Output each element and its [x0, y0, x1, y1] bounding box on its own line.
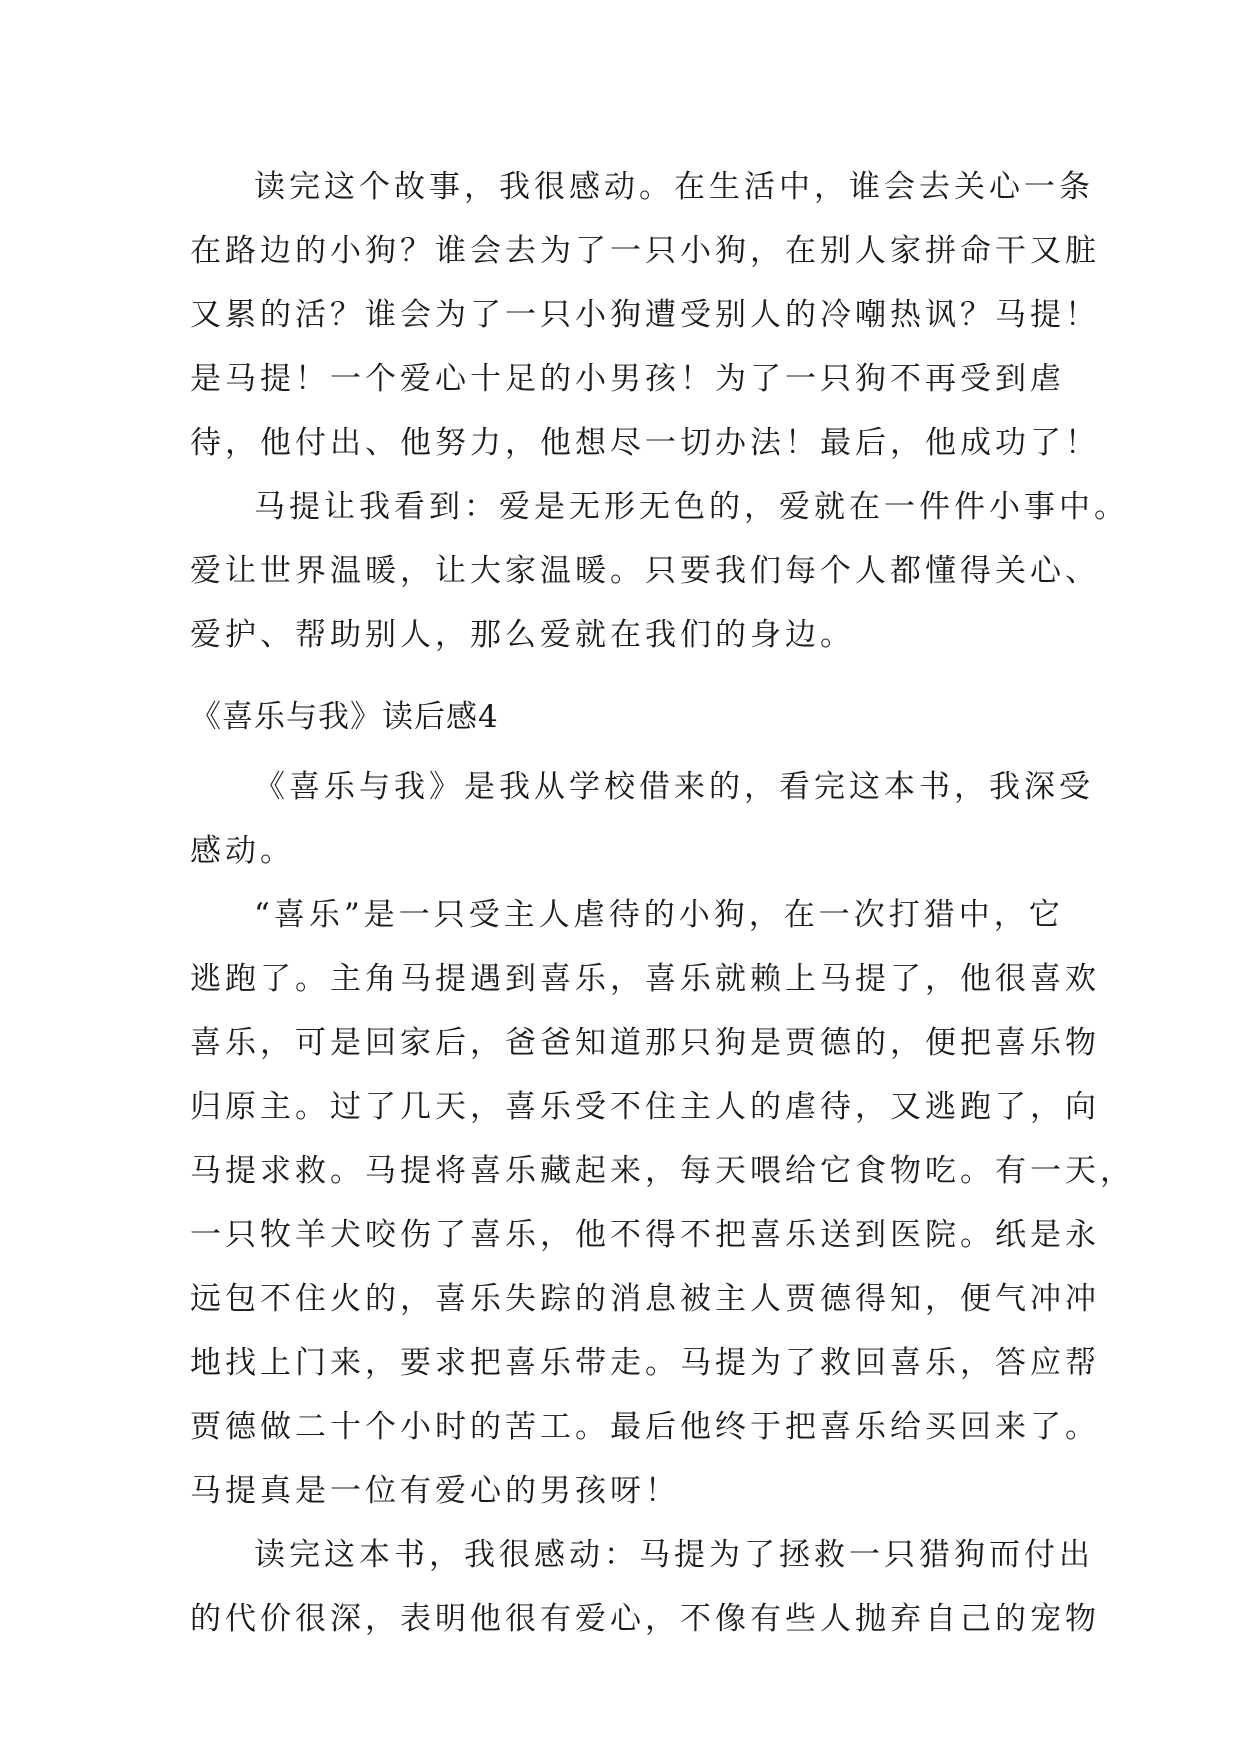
paragraph	[190, 475, 1129, 667]
section-heading: 《喜乐与我》读后感4	[190, 699, 499, 735]
text-line: 远包不住火的，喜乐失踪的消息被主人贾德得知，便气冲冲	[190, 1281, 1100, 1317]
paragraph	[190, 155, 1100, 475]
text-line: 读完这本书，我很感动：马提为了拯救一只猎狗而付出	[254, 1537, 1094, 1573]
text-line: 喜乐，可是回家后，爸爸知道那只狗是贾德的，便把喜乐物	[190, 1025, 1100, 1061]
text-block-story-reflection	[190, 155, 1129, 667]
text-line: 的代价很深，表明他很有爱心，不像有些人抛弃自己的宠物	[190, 1601, 1100, 1637]
text-line: 《喜乐与我》是我从学校借来的，看完这本书，我深受	[254, 769, 1094, 805]
text-line: 归原主。过了几天，喜乐受不住主人的虐待，又逃跑了，向	[190, 1089, 1100, 1125]
text-line: 贾德做二十个小时的苦工。最后他终于把喜乐给买回来了。	[190, 1409, 1100, 1445]
text-line: 是马提！一个爱心十足的小男孩！为了一只狗不再受到虐	[190, 361, 1065, 397]
text-line: “喜乐”是一只受主人虐待的小狗，在一次打猎中，它	[254, 897, 1064, 933]
paragraph	[190, 755, 1094, 883]
text-line: 爱护、帮助别人，那么爱就在我们的身边。	[190, 617, 855, 653]
text-line: 逃跑了。主角马提遇到喜乐，喜乐就赖上马提了，他很喜欢	[190, 961, 1100, 997]
text-block-essay-4	[190, 685, 1135, 1651]
text-line: 又累的活？谁会为了一只小狗遭受别人的冷嘲热讽？马提！	[190, 297, 1100, 333]
text-line: 读完这个故事，我很感动。在生活中，谁会去关心一条	[254, 169, 1094, 205]
text-line: 马提求救。马提将喜乐藏起来，每天喂给它食物吃。有一天，	[190, 1153, 1135, 1189]
text-line: 爱让世界温暖，让大家温暖。只要我们每个人都懂得关心、	[190, 553, 1100, 589]
text-line: 一只牧羊犬咬伤了喜乐，他不得不把喜乐送到医院。纸是永	[190, 1217, 1100, 1253]
text-line: 马提让我看到：爱是无形无色的，爱就在一件件小事中。	[254, 489, 1129, 525]
paragraph	[190, 883, 1135, 1523]
text-line: 在路边的小狗？谁会去为了一只小狗，在别人家拼命干又脏	[190, 233, 1100, 269]
text-line: 感动。	[190, 833, 295, 869]
text-line: 马提真是一位有爱心的男孩呀！	[190, 1473, 680, 1509]
text-line: 地找上门来，要求把喜乐带走。马提为了救回喜乐，答应帮	[190, 1345, 1100, 1381]
text-line: 待，他付出、他努力，他想尽一切办法！最后，他成功了！	[190, 425, 1100, 461]
paragraph	[190, 1523, 1100, 1651]
